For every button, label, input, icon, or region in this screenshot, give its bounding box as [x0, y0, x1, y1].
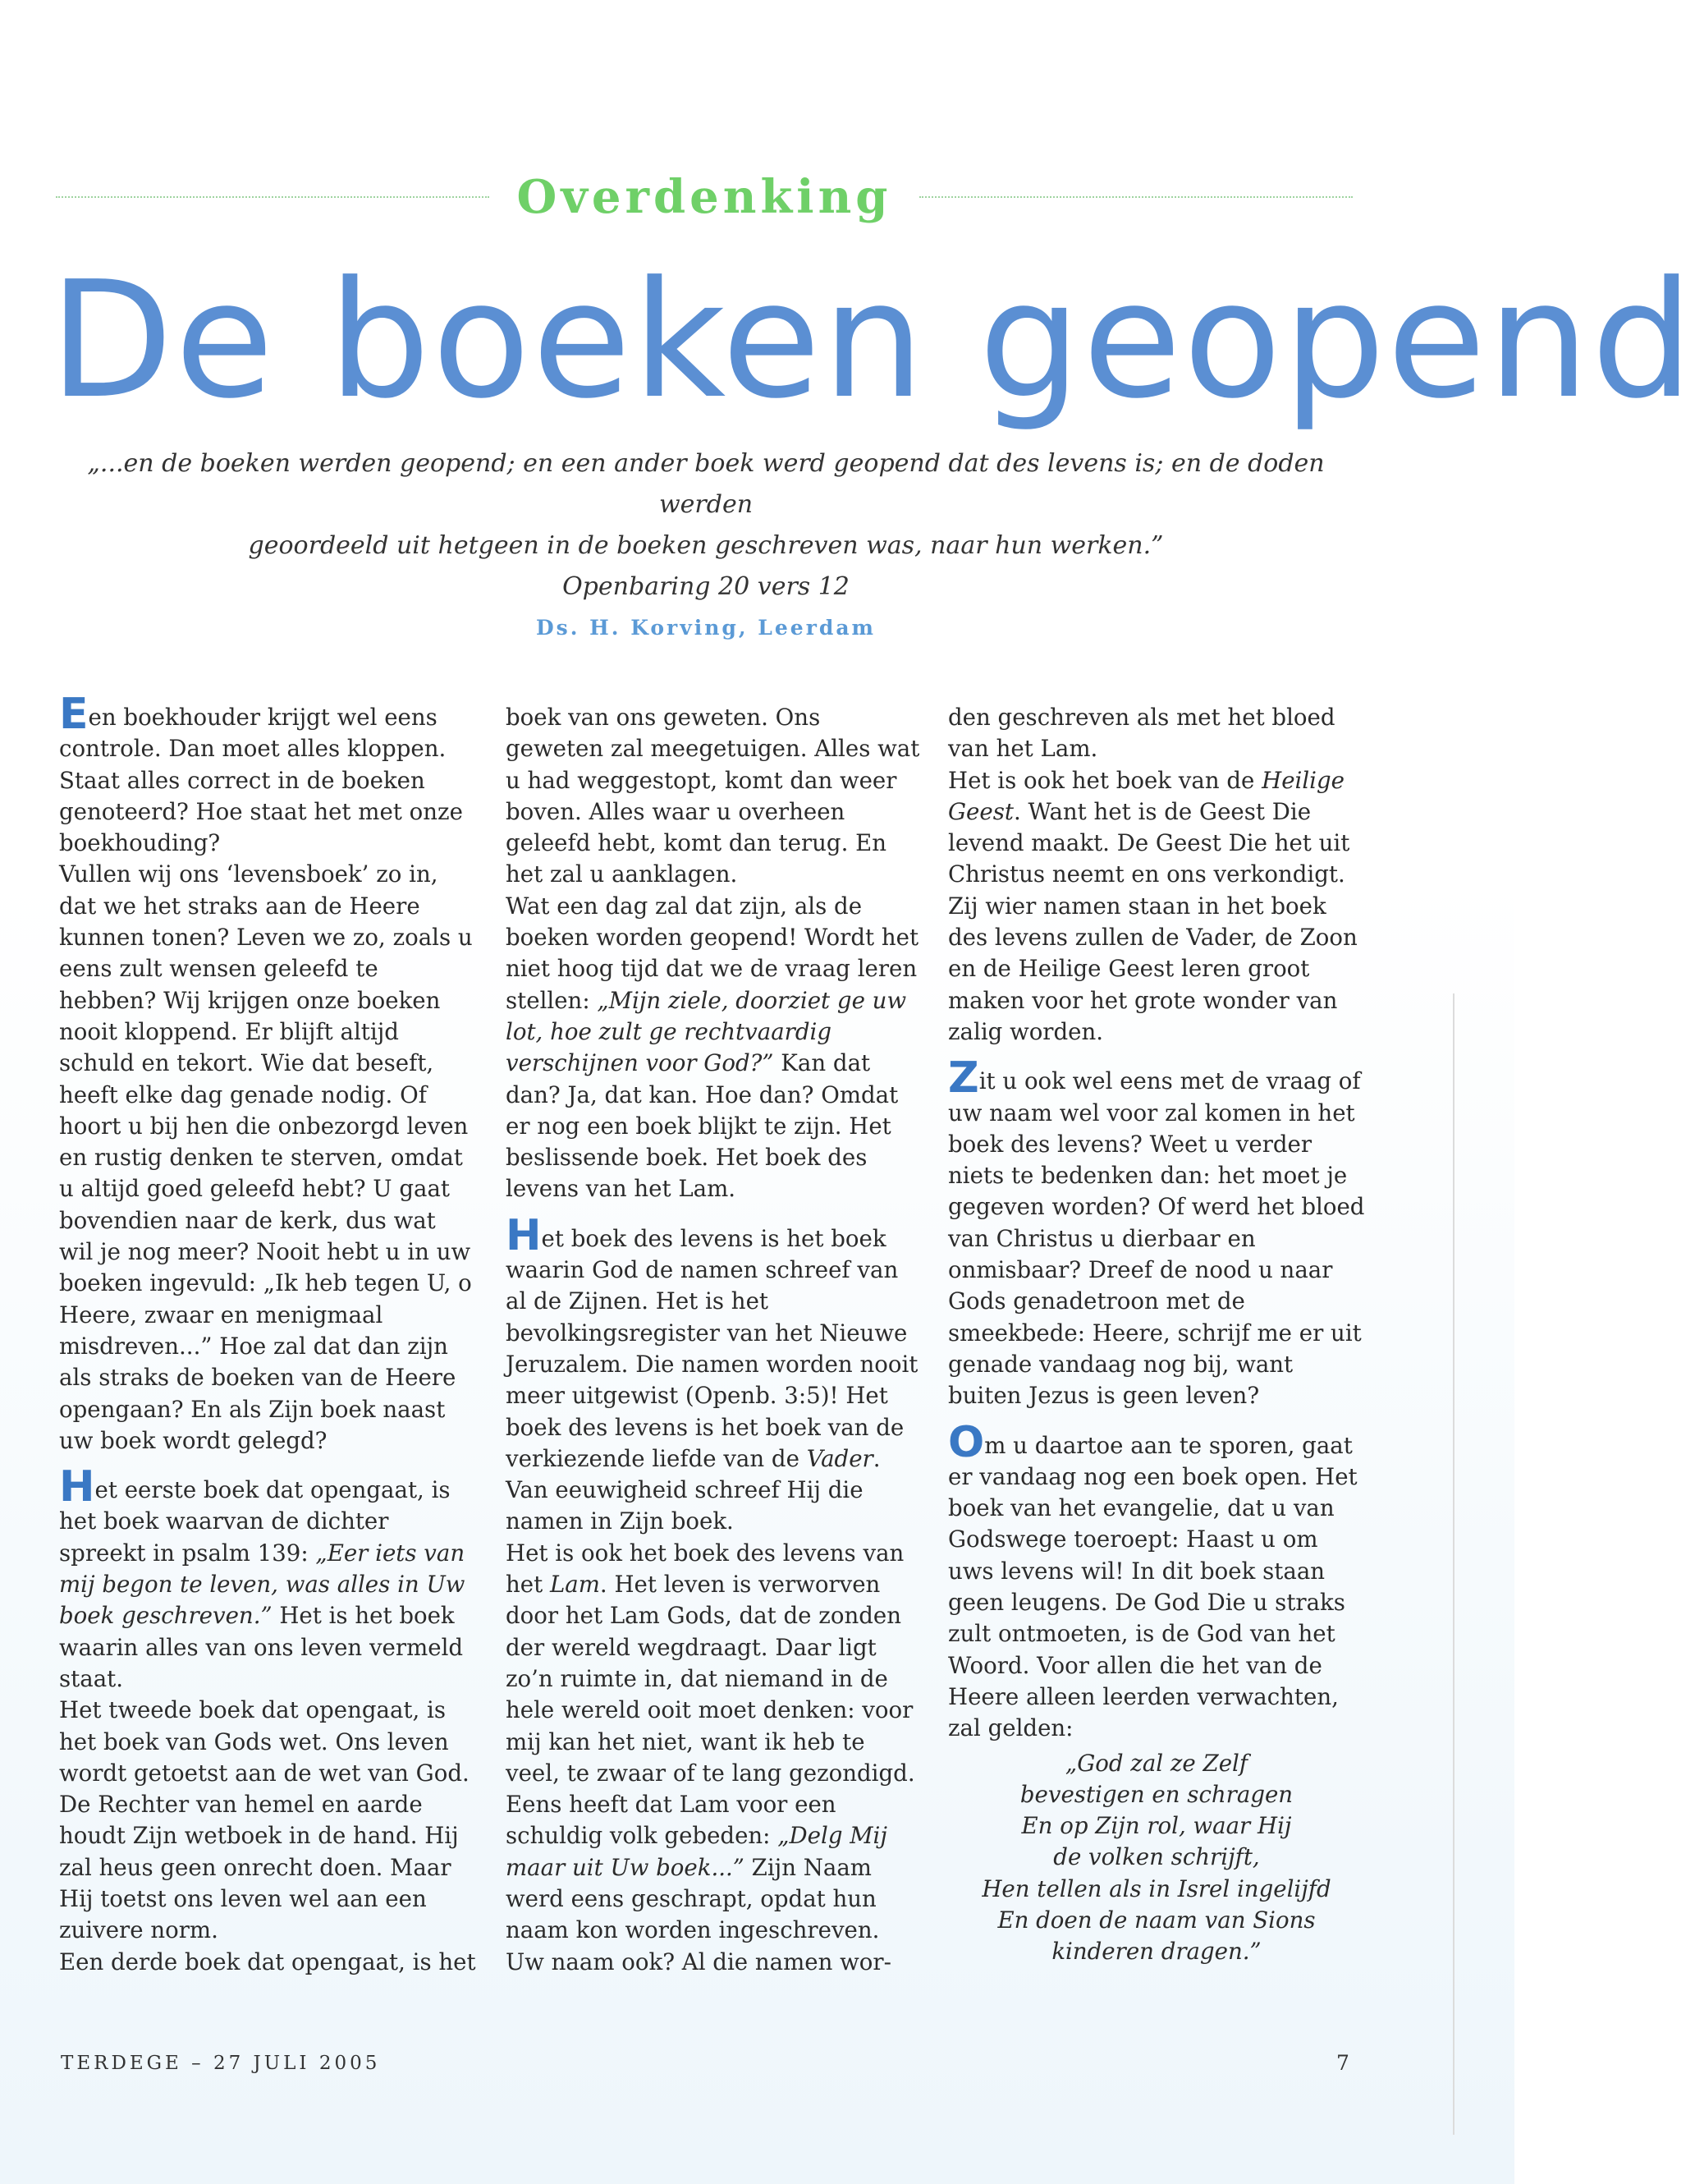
drop-cap: E	[59, 690, 89, 739]
emphasis: Heilige Geest	[948, 766, 1345, 825]
paragraph: Om u daartoe aan te sporen, gaat er vandaag nog een boek open. Het boek van het evangelie, dat u van Godswege toeroept: Haast u om uws levens wil! In dit boek staan geen leugens. De God Die u straks zult ontmoeten, is de God van het Woord. Voor allen die het van de Heere alleen leerden verwachten, zal gelden:	[948, 1417, 1358, 1742]
kicker-rule-left	[56, 196, 489, 198]
quote-line-2: geoordeeld uit hetgeen in de boeken geschreven was, naar hun werken.”	[248, 531, 1164, 560]
article-title: De boeken geopend	[49, 247, 1695, 434]
author-byline: Ds. H. Korving, Leerdam	[536, 616, 876, 640]
text-column-2	[506, 702, 923, 1978]
inline-quote: „Delg Mij maar uit Uw boek...”	[506, 1822, 887, 1881]
kicker-rule-right	[919, 196, 1353, 198]
scripture-quote	[82, 443, 1330, 608]
footer-publication: TERDEGE – 27 JULI 2005	[61, 2053, 381, 2074]
paragraph: Het tweede boek dat opengaat, is het boek van Gods wet. Ons leven wordt getoetst aan de wet van God. De Rechter van hemel en aarde houdt Zijn wetboek in de hand. Hij zal heus geen onrecht doen. Maar Hij toetst ons leven wel aan een zuivere norm.	[59, 1696, 470, 1944]
paragraph: Het eerste boek dat opengaat, is het boek waarvan de dichter spreekt in psalm 139: „Eer iets van mij begon te leven, was alles in Uw boek geschreven.” Het is het boek waarin alles van ons leven vermeld staat.	[59, 1462, 465, 1692]
poem-line: Hen tellen als in Isrel ingelijfd	[982, 1874, 1331, 1902]
paragraph: Het boek des levens is het boek waarin God de namen schreef van al de Zijnen. Het is het bevolkingsregister van het Nieuwe Jeruzalem. Die namen worden nooit meer uitgewist (Openb. 3:5)! Het boek des levens is het boek van de verkiezende liefde van de Vader. Van eeuwigheid schreef Hij die namen in Zijn boek.	[506, 1210, 919, 1535]
poem-line: En op Zijn rol, waar Hij	[1021, 1812, 1292, 1840]
paragraph: den geschreven als met het bloed van het Lam.	[948, 704, 1335, 763]
paragraph: Wat een dag zal dat zijn, als de boeken worden geopend! Wordt het niet hoog tijd dat we de vraag leren stellen: „Mijn ziele, doorziet ge uw lot, hoe zult ge rechtvaardig verschijnen voor God?” Kan dat dan? Ja, dat kan. Hoe dan? Omdat er nog een boek blijkt te zijn. Het beslissende boek. Het boek des levens van het Lam.	[506, 892, 919, 1203]
text-column-1	[59, 690, 476, 1978]
text-column-3	[948, 702, 1365, 1968]
emphasis: Vader	[806, 1444, 873, 1472]
quote-line-1: „...en de boeken werden geopend; en een ander boek werd geopend dat des levens is; en de doden werden	[87, 449, 1325, 519]
drop-cap: O	[948, 1417, 985, 1467]
paragraph: Vullen wij ons ‘levensboek’ zo in, dat we het straks aan de Heere kunnen tonen? Leven we zo, zoals u eens zult wensen geleefd te hebben? Wij krijgen onze boeken nooit kloppend. Er blijft altijd schuld en tekort. Wie dat beseft, heeft elke dag genade nodig. Of hoort u bij hen die onbezorgd leven en rustig denken te sterven, omdat u altijd goed geleefd hebt? U gaat bovendien naar de kerk, dus wat wil je nog meer? Nooit hebt u in uw boeken ingevuld: „Ik heb tegen U, o Heere, zwaar en menigmaal misdreven...” Hoe zal dat dan zijn als straks de boeken van de Heere opengaan? En als Zijn boek naast uw boek wordt gelegd?	[59, 860, 473, 1454]
section-kicker-row	[56, 164, 1353, 230]
drop-cap: H	[59, 1462, 95, 1512]
inline-quote: „Mijn ziele, doorziet ge uw lot, hoe zult ge rechtvaardig verschijnen voor God?”	[506, 986, 907, 1077]
drop-cap: Z	[948, 1053, 979, 1103]
poem-line: En doen de naam van Sions	[997, 1906, 1316, 1934]
paragraph: Een boekhouder krijgt wel eens controle. Dan moet alles kloppen. Staat alles correct in de boeken genoteerd? Hoe staat het met onze boekhouding?	[59, 690, 463, 857]
closing-poem	[948, 1748, 1365, 1968]
inline-quote: „Eer iets van mij begon te leven, was alles in Uw boek geschreven.”	[59, 1539, 465, 1630]
poem-line: bevestigen en schragen	[1019, 1780, 1294, 1808]
paragraph: Het is ook het boek van de Heilige Geest. Want het is de Geest Die levend maakt. De Geest Die het uit Christus neemt en ons verkondigt. Zij wier namen staan in het boek des levens zullen de Vader, de Zoon en de Heilige Geest leren groot maken voor het grote wonder van zalig worden.	[948, 766, 1358, 1045]
page-number: 7	[1336, 2051, 1349, 2075]
paragraph: boek van ons geweten. Ons geweten zal meegetuigen. Alles wat u had weggestopt, komt dan weer boven. Alles waar u overheen geleefd hebt, komt dan terug. En het zal u aanklagen.	[506, 704, 920, 888]
section-kicker: Overdenking	[516, 170, 892, 224]
poem-line: kinderen dragen.”	[1051, 1938, 1262, 1966]
paragraph: Zit u ook wel eens met de vraag of uw naam wel voor zal komen in het boek des levens? Weet u verder niets te bedenken dan: het moet je gegeven worden? Of werd het bloed van Christus u dierbaar en onmisbaar? Dreef de nood u naar Gods genadetroon met de smeekbede: Heere, schrijf me er uit genade vandaag nog bij, want buiten Jezus is geen leven?	[948, 1053, 1365, 1410]
page-edge-line	[1453, 993, 1454, 2135]
poem-line: de volken schrijft,	[1053, 1843, 1260, 1871]
quote-reference: Openbaring 20 vers 12	[562, 572, 850, 601]
poem-line: „God zal ze Zelf	[1065, 1749, 1248, 1777]
drop-cap: H	[506, 1210, 542, 1260]
paragraph: Het is ook het boek des levens van het Lam. Het leven is verworven door het Lam Gods, dat de zonden der wereld wegdraagt. Daar ligt zo’n ruimte in, dat niemand in de hele wereld ooit moet denken: voor mij kan het niet, want ik heb te veel, te zwaar of te lang gezondigd. Eens heeft dat Lam voor een schuldig volk gebeden: „Delg Mij maar uit Uw boek...” Zijn Naam werd eens geschrapt, opdat hun naam kon worden ingeschreven. Uw naam ook? Al die namen wor-	[506, 1539, 915, 1975]
emphasis: Lam	[549, 1571, 600, 1599]
paragraph: Een derde boek dat opengaat, is het	[59, 1948, 476, 1975]
